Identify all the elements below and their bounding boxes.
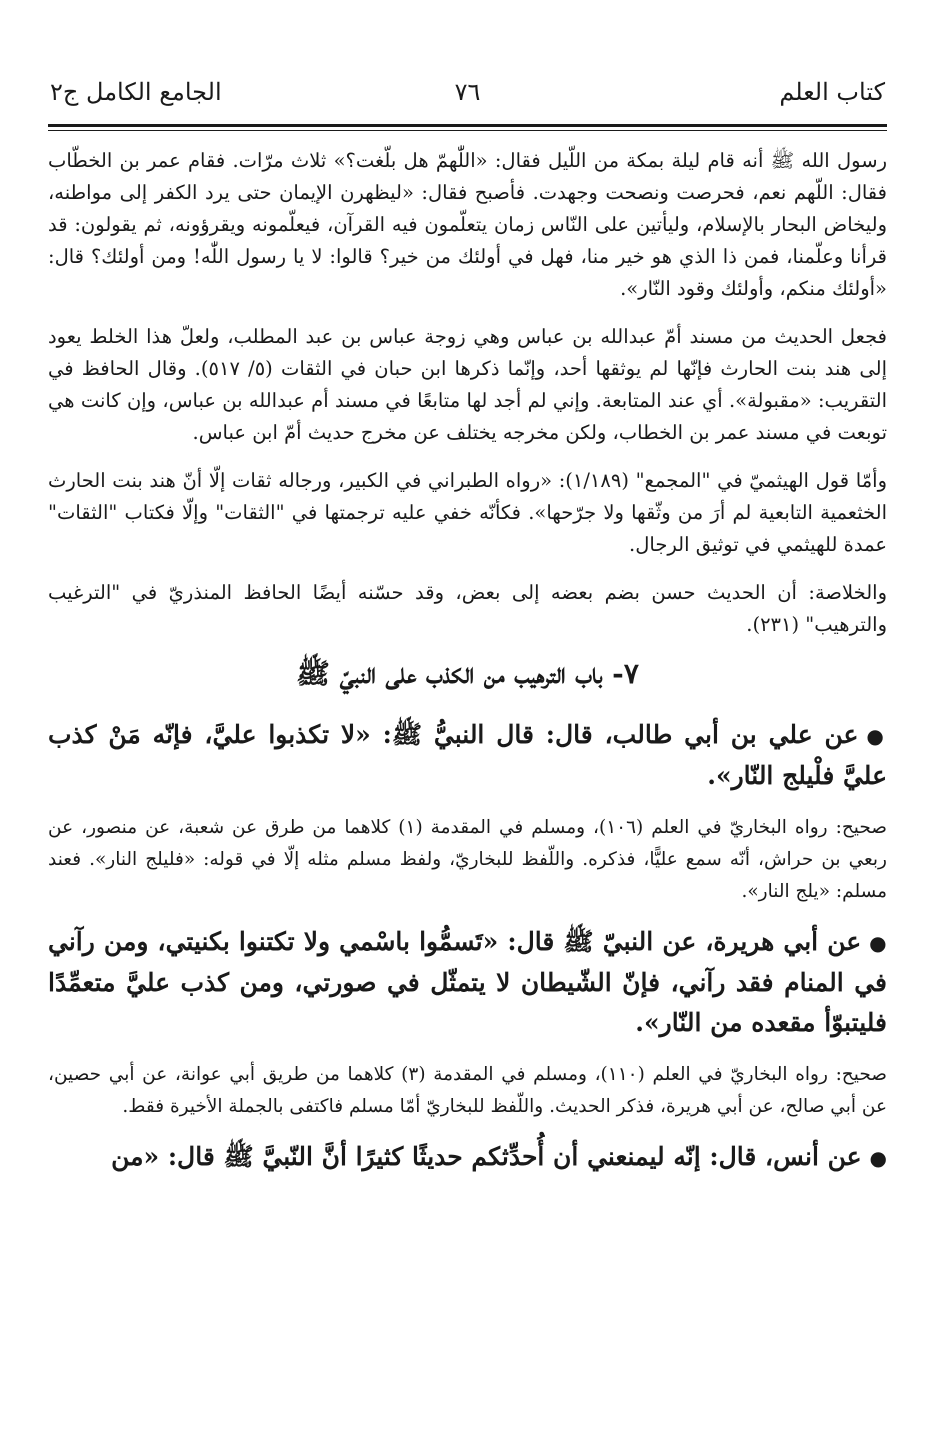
chapter-title: ٧- باب الترهيب من الكذب على النبيّ ﷺ: [296, 657, 639, 690]
header-rule-thick: [48, 124, 887, 127]
page-header: [48, 60, 887, 118]
paragraph-summary: والخلاصة: أن الحديث حسن بضم بعضه إلى بعض، وقد حسّنه أيضًا الحافظ المنذريّ في "الترغيب والترهيب" (٢٣١).: [48, 581, 887, 636]
page-content: [48, 145, 887, 1178]
bullet-1: ●: [866, 724, 887, 748]
series-title: الجامع الكامل ج٢: [50, 78, 222, 106]
hadith-text-1: [48, 715, 887, 796]
book-title: كتاب العلم: [779, 78, 885, 106]
paragraph-commentary-2: وأمّا قول الهيثميّ في "المجمع" (١/١٨٩): «رواه الطبراني في الكبير، ورجاله ثقات إلّا أنّ هند بنت الحارث الخثعمية التابعية لم أرَ من وثّقها ولا جرّحها». فكأنّه خفي عليه ترجمتها في "الثقات" وإلّا فكتاب "الثقات" عمدة للهيثمي في توثيق الرجال.: [48, 469, 887, 556]
bullet-2: ●: [869, 931, 888, 955]
hadith-grading-1: صحيح: رواه البخاريّ في العلم (١٠٦)، ومسلم في المقدمة (١) كلاهما من طرق عن شعبة، عن منصور، عن ربعي بن حراش، أنّه سمع عليًّا، فذكره. واللّفظ للبخاريّ، ولفظ مسلم مثله إلّا في قوله: «فليلج النار». فعند مسلم: «يلج النار».: [48, 817, 888, 902]
hadith-text-3: [48, 1137, 887, 1178]
bullet-3: ●: [869, 1146, 887, 1170]
hadith-3-body: عن أنس، قال: إنّه ليمنعني أن أُحدِّثكم حديثًا كثيرًا أنَّ النّبيَّ ﷺ قال: «من: [111, 1142, 862, 1171]
page-number: ٧٦: [454, 78, 481, 106]
hadith-2-body: عن أبي هريرة، عن النبيّ ﷺ قال: «تَسمُّوا باسْمي ولا تكتنوا بكنيتي، ومن رآني في المنام فقد رآني، فإنّ الشّيطان لا يتمثّل في صورتي، ومن كذب عليَّ متعمِّدًا فليتبوّأ مقعده من النّار».: [48, 927, 887, 1037]
hadith-grading-2: صحيح: رواه البخاريّ في العلم (١١٠)، ومسلم في المقدمة (٣) كلاهما من طريق أبي عوانة، عن أبي حصين، عن أبي صالح، عن أبي هريرة، فذكر الحديث. واللّفظ للبخاريّ أمّا مسلم فاكتفى بالجملة الأخيرة فقط.: [48, 1064, 887, 1117]
hadith-text-2: [48, 922, 887, 1043]
paragraph-commentary-1: فجعل الحديث من مسند أمّ عبدالله بن عباس وهي زوجة عباس بن عبد المطلب، ولعلّ هذا الخلط يعود إلى هند بنت الحارث فإنّها لم يوثقها أحد، وإنّما ذكرها ابن حبان في الثقات (٥/ ٥١٧). وقال الحافظ في التقريب: «مقبولة». أي عند المتابعة. وإني لم أجد لها متابعًا في مسند أم عبدالله بن عباس، وإن كانت هي توبعت في مسند عمر بن الخطاب، ولكن مخرجه يختلف عن مخرج حديث أمّ ابن عباس.: [48, 325, 887, 444]
header-rule-thin: [48, 130, 887, 131]
paragraph-hadith-continuation: رسول الله ﷺ أنه قام ليلة بمكة من اللّيل فقال: «اللّٰهمّ هل بلّغت؟» ثلاث مرّات. فقام عمر بن الخطّاب فقال: اللّهم نعم، فحرصت ونصحت وجهدت. فأصبح فقال: «ليظهرن الإيمان حتى يرد الكفر إلى مواطنه، وليخاض البحار بالإسلام، وليأتين على النّاس زمان يتعلّمون فيه القرآن، فيعلّمونه ويقرؤونه، ثم يقولون: قد قرأنا وعلّمنا، فمن ذا الذي هو خير منا، فهل في أولئك من خير؟ قالوا: لا يا رسول اللّٰه! ومن أولئك؟ قال: «أولئك منكم، وأولئك وقود النّار».: [48, 149, 887, 300]
book-page: [0, 60, 935, 1437]
hadith-1-body: عن علي بن أبي طالب، قال: قال النبيُّ ﷺ: «لا تكذبوا عليَّ، فإنّه مَنْ كذب عليَّ فلْيلج النّار».: [48, 720, 887, 790]
